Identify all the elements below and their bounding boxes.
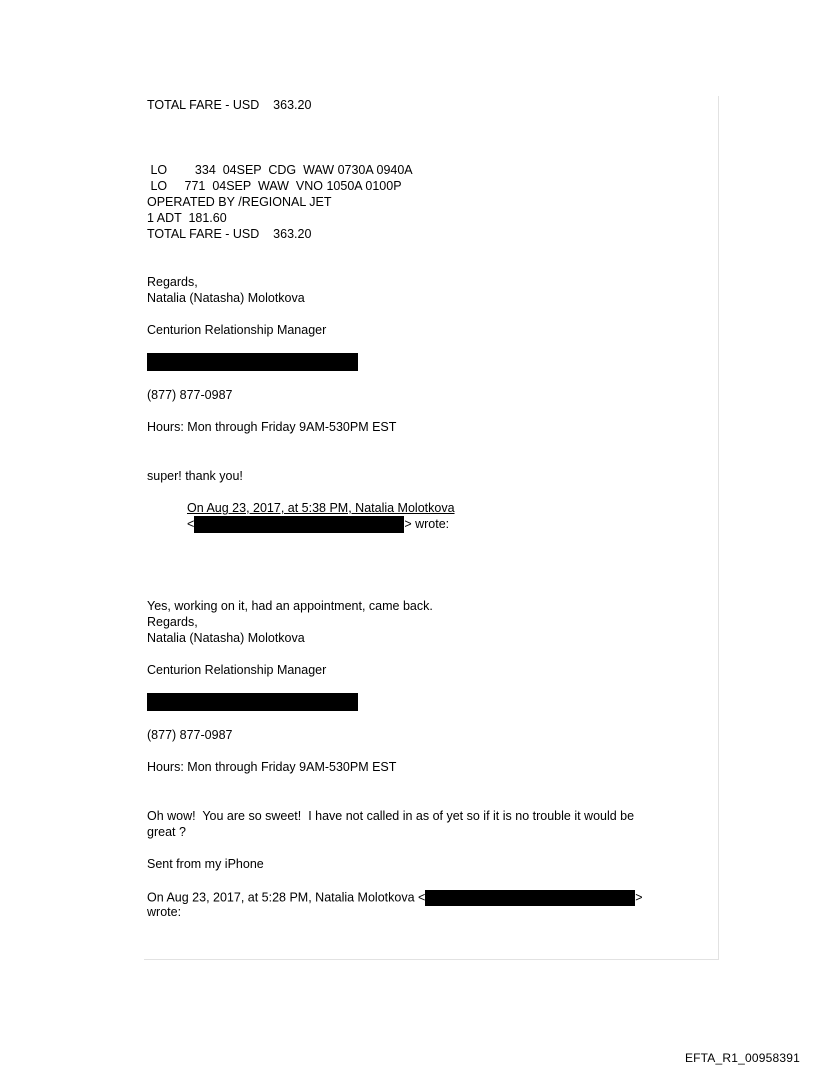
flight-segment-2: LO 771 04SEP WAW VNO 1050A 0100P <box>147 179 402 193</box>
sent-from-line: Sent from my iPhone <box>147 857 264 871</box>
signature-phone: (877) 877-0987 <box>147 728 233 742</box>
signature-regards: Regards, <box>147 275 198 289</box>
signature-hours: Hours: Mon through Friday 9AM-530PM EST <box>147 420 397 434</box>
quoted-email-line <box>187 516 449 533</box>
quoted-header-line: On Aug 23, 2017, at 5:38 PM, Natalia Molotkova <box>187 501 455 515</box>
message-body: Yes, working on it, had an appointment, came back. <box>147 599 433 613</box>
signature-name: Natalia (Natasha) Molotkova <box>147 291 305 305</box>
redaction-block <box>425 890 635 906</box>
itinerary-total-fare: TOTAL FARE - USD 363.20 <box>147 227 312 241</box>
passenger-fare-line: 1 ADT 181.60 <box>147 211 227 225</box>
redaction-block <box>147 693 358 711</box>
signature-name: Natalia (Natasha) Molotkova <box>147 631 305 645</box>
signature-title: Centurion Relationship Manager <box>147 323 327 337</box>
message-body-line-1: Oh wow! You are so sweet! I have not called in as of yet so if it is no trouble it would be <box>147 809 635 823</box>
email-close-bracket: > <box>635 890 643 905</box>
quoted-wrote-line: wrote: <box>147 905 182 919</box>
signature-regards: Regards, <box>147 615 198 629</box>
email-wrote: > wrote: <box>404 516 450 531</box>
redaction-block <box>147 353 358 371</box>
signature-hours: Hours: Mon through Friday 9AM-530PM EST <box>147 760 397 774</box>
signature-title: Centurion Relationship Manager <box>147 663 327 677</box>
reply-body: super! thank you! <box>147 469 243 483</box>
redaction-block <box>194 516 404 533</box>
operated-by-line: OPERATED BY /REGIONAL JET <box>147 195 332 209</box>
quoted-header-line <box>147 890 643 906</box>
signature-phone: (877) 877-0987 <box>147 388 233 402</box>
flight-segment-1: LO 334 04SEP CDG WAW 0730A 0940A <box>147 163 413 177</box>
quoted-header-text: On Aug 23, 2017, at 5:28 PM, Natalia Molotkova < <box>147 890 426 905</box>
document-id: EFTA_R1_00958391 <box>684 1051 800 1065</box>
total-fare-line: TOTAL FARE - USD 363.20 <box>147 98 312 112</box>
email-open-bracket: < <box>187 516 195 531</box>
message-body-line-2: great ? <box>147 825 186 839</box>
